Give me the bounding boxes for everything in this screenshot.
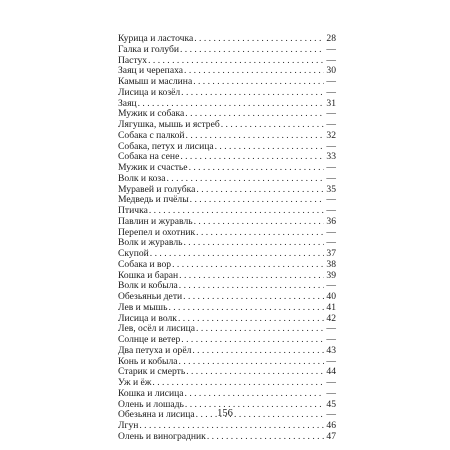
toc-entry-title: Лисица и волк [118, 312, 177, 324]
toc-entry-page: — [326, 409, 336, 421]
toc-entry-title: Обезьяна и лисица [118, 409, 195, 421]
toc-entry-page: — [326, 86, 336, 98]
toc-entry-page: — [326, 280, 336, 292]
toc-entry-title: Лев, осёл и лисица [118, 323, 196, 335]
toc-entry-title: Олень и лошадь [118, 398, 184, 410]
toc-entry-title: Галка и голуби [118, 43, 179, 55]
toc-entry-title: Собака на сене [118, 151, 180, 163]
toc-entry-page: 44 [326, 366, 336, 378]
toc-entry [118, 238, 336, 249]
toc-entry-page: 28 [326, 33, 336, 44]
toc-dot-leader [207, 432, 324, 443]
toc-entry-page: 47 [326, 430, 336, 442]
toc-entry-title: Камыш и маслина [118, 76, 193, 87]
toc-entry-page: — [326, 226, 336, 238]
toc-entry-title: Два петуха и орёл [118, 344, 192, 356]
toc-entry-page: 32 [326, 129, 336, 141]
toc-dot-leader [180, 152, 324, 163]
toc-entry [118, 174, 336, 185]
toc-dot-leader [183, 292, 324, 303]
toc-entry-title: Заяц [118, 97, 137, 109]
toc-entry-title: Олень и виноградник [118, 430, 206, 442]
toc-entry [118, 217, 336, 228]
toc-entry-title: Обезьяньи дети [118, 291, 183, 302]
toc-entry-title: Конь и кобыла [118, 355, 178, 367]
toc-entry-page: — [326, 54, 336, 66]
toc-entry [118, 195, 336, 206]
toc-entry-title: Пастух [118, 54, 148, 66]
toc-entry-page: 42 [326, 312, 336, 324]
toc-dot-leader [192, 346, 324, 357]
toc-dot-leader [186, 367, 324, 378]
toc-entry-page: 43 [326, 344, 336, 356]
toc-dot-leader [196, 228, 324, 239]
toc-entry [118, 88, 336, 99]
toc-dot-leader [194, 34, 324, 45]
toc-entry-page: — [326, 162, 336, 173]
toc-entry-page: — [326, 387, 336, 399]
toc-entry-title: Лисица и козёл [118, 86, 181, 98]
toc-entry-page: — [326, 323, 336, 335]
toc-dot-leader [186, 131, 324, 142]
toc-dot-leader [181, 88, 324, 99]
toc-entry-page: — [326, 237, 336, 249]
toc-entry-title: Старик и смерть [118, 366, 186, 378]
toc-entry-title: Солнце и ветер [118, 334, 181, 345]
toc-entry-page: — [326, 172, 336, 184]
toc-entry-page: 31 [326, 97, 336, 109]
toc-entry-title: Перепел и охотник [118, 226, 196, 238]
toc-dot-leader [180, 45, 324, 56]
toc-entry-page: 30 [326, 65, 336, 77]
toc-dot-leader [194, 217, 324, 228]
toc-entry [118, 45, 336, 56]
toc-dot-leader [181, 335, 324, 346]
toc-entry [118, 260, 336, 271]
toc-entry-page: — [326, 334, 336, 345]
toc-entry-title: Уж и ёж [118, 377, 152, 388]
toc-entry-title: Волк и коза [118, 172, 166, 184]
toc-dot-leader [196, 324, 324, 335]
toc-entry-page: 45 [326, 398, 336, 410]
toc-entry-title: Скупой [118, 248, 149, 259]
toc-entry-title: Мужик и счастье [118, 162, 188, 173]
toc-entry-title: Курица и ласточка [118, 33, 194, 44]
toc-entry-page: — [326, 194, 336, 206]
toc-entry-page: — [326, 43, 336, 55]
toc-dot-leader [150, 249, 324, 260]
toc-entry-page: — [326, 205, 336, 216]
toc-entry-page: 46 [326, 420, 336, 431]
table-of-contents [118, 34, 336, 443]
toc-dot-leader [185, 389, 324, 400]
toc-entry-title: Муравей и голубка [118, 183, 196, 195]
toc-entry [118, 346, 336, 357]
toc-dot-leader [179, 357, 324, 368]
toc-entry [118, 303, 336, 314]
toc-entry-title: Мужик и собака [118, 108, 185, 120]
toc-entry [118, 389, 336, 400]
toc-entry-title: Кошка и баран [118, 269, 179, 281]
toc-dot-leader [215, 142, 324, 153]
toc-entry-page: 37 [326, 248, 336, 259]
toc-entry-page: — [326, 140, 336, 152]
toc-entry-title: Лгун [118, 420, 139, 431]
toc-entry-title: Павлин и журавль [118, 215, 193, 227]
toc-dot-leader [196, 185, 324, 196]
toc-entry-page: — [326, 377, 336, 388]
toc-entry-title: Лягушка, мышь и ястреб [118, 119, 220, 130]
page-number: 156 [217, 408, 233, 419]
toc-dot-leader [178, 314, 324, 325]
toc-dot-leader [221, 120, 324, 131]
toc-entry-title: Собака, петух и лисица [118, 140, 214, 152]
toc-entry-page: 40 [326, 291, 336, 302]
toc-entry-title: Собака с палкой [118, 129, 185, 141]
toc-dot-leader [189, 163, 324, 174]
toc-entry-page: — [326, 108, 336, 120]
toc-entry [118, 131, 336, 142]
toc-entry-page: 36 [326, 215, 336, 227]
toc-dot-leader [184, 66, 324, 77]
toc-dot-leader [190, 195, 324, 206]
toc-dot-leader [172, 260, 324, 271]
toc-entry-title: Заяц и черепаха [118, 65, 184, 77]
toc-entry-title: Медведь и пчёлы [118, 194, 189, 206]
toc-dot-leader [179, 281, 324, 292]
toc-entry-title: Волк и кобыла [118, 280, 178, 292]
toc-dot-leader [193, 77, 324, 88]
toc-entry-page: 41 [326, 301, 336, 313]
toc-entry-title: Собака и вор [118, 258, 172, 270]
toc-entry [118, 432, 336, 443]
toc-entry-page: 33 [326, 151, 336, 163]
toc-entry-title: Лев и мышь [118, 301, 168, 313]
toc-entry-page: 35 [326, 183, 336, 195]
toc-entry-page: — [326, 355, 336, 367]
toc-dot-leader [168, 303, 324, 314]
toc-entry-page: 39 [326, 269, 336, 281]
toc-entry-page: 38 [326, 258, 336, 270]
toc-dot-leader [179, 271, 324, 282]
toc-dot-leader [166, 174, 324, 185]
toc-entry-title: Волк и журавль [118, 237, 183, 249]
toc-entry-page: — [326, 76, 336, 87]
toc-entry-title: Кошка и лисица [118, 387, 184, 399]
toc-entry-page: — [326, 119, 336, 130]
toc-entry-title: Птичка [118, 205, 148, 216]
toc-dot-leader [184, 238, 325, 249]
